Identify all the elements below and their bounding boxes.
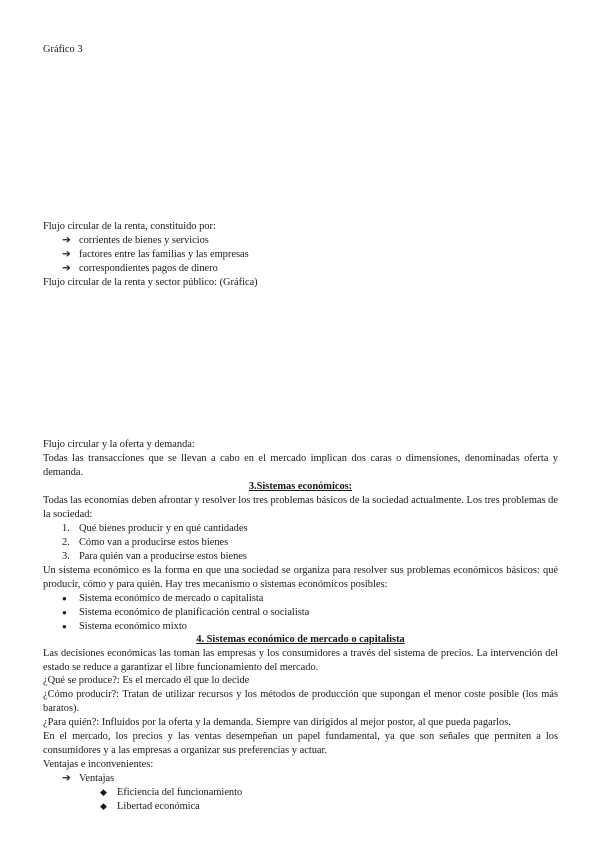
list-item: ➔ corrientes de bienes y servicios: [62, 235, 209, 246]
section3-intro: Todas las economías deben afrontar y resolver los tres problemas básicos de la sociedad actualmente. Los tres problemas de la sociedad:: [43, 495, 558, 520]
list-item: ◆ Eficiencia del funcionamiento: [100, 787, 243, 798]
como-produce: ¿Cómo producir?: Tratan de utilizar recursos y los métodos de producción que supongan el menor coste posible (los más baratos).: [43, 689, 558, 714]
list-item: 3. Para quién van a producirse estos bienes: [62, 551, 247, 562]
section3-title: 3.Sistemas económicos:: [248, 481, 353, 492]
transacciones-paragraph: Todas las transacciones que se llevan a cabo en el mercado implican dos caras o dimensiones, denominadas oferta y demanda.: [43, 453, 558, 478]
arrow-icon: ➔: [62, 773, 71, 784]
bullet-icon: ●: [62, 594, 67, 603]
en-mercado-paragraph: En el mercado, los precios y las ventas desempeñan un papel fundamental, ya que son señales que permiten a los consumidores y a las empresas a organizar sus preferencias y actuar.: [43, 731, 558, 756]
flujo-sector-publico: Flujo circular de la renta y sector público: (Gráfica): [43, 277, 258, 288]
list-item: 2. Cómo van a producirse estos bienes: [62, 537, 229, 548]
flujo-oferta-demanda: Flujo circular y la oferta y demanda:: [43, 439, 195, 450]
section4-title: 4. Sistemas económico de mercado o capitalista: [196, 634, 405, 645]
arrow-icon: ➔: [62, 235, 71, 246]
heading-grafico: Gráfico 3: [43, 44, 83, 55]
list-item: ➔ factores entre las familias y las empresas: [62, 249, 249, 260]
diamond-icon: ◆: [100, 801, 107, 811]
list-item: ● Sistema económico de planificación central o socialista: [62, 607, 310, 618]
sistema-definition: Un sistema económico es la forma en que una sociedad se organiza para resolver sus problemas económicos básicos: qué producir, cómo y para quién. Hay tres mecanismo o sistemas económicos posibles:: [43, 565, 558, 590]
list-item: ● Sistema económico de mercado o capitalista: [62, 593, 264, 604]
que-produce: ¿Qué se produce?: Es el mercado él que lo decide: [43, 675, 250, 686]
arrow-icon: ➔: [62, 249, 71, 260]
list-item: ◆ Libertad económica: [100, 801, 200, 812]
bullet-icon: ●: [62, 608, 67, 617]
para-quien: ¿Para quién?: Influidos por la oferta y la demanda. Siempre van dirigidos al mejor postor, al que pueda pagarlos.: [43, 717, 511, 728]
arrow-icon: ➔: [62, 263, 71, 274]
list-item: 1. Qué bienes producir y en qué cantidades: [62, 523, 248, 534]
list-item: ➔ correspondientes pagos de dinero: [62, 263, 218, 274]
decisiones-paragraph: Las decisiones económicas las toman las empresas y los consumidores a través del sistema de precios. La intervención del estado se reduce a garantizar el libre funcionamiento del mercado.: [43, 648, 558, 673]
list-item: ➔ Ventajas: [62, 773, 115, 784]
flujo-circular-intro: Flujo circular de la renta, constituido por:: [43, 221, 216, 232]
ventajas-heading: Ventajas e inconvenientes:: [43, 759, 154, 770]
diamond-icon: ◆: [100, 787, 107, 797]
bullet-icon: ●: [62, 622, 67, 631]
list-item: ● Sistema económico mixto: [62, 621, 187, 632]
